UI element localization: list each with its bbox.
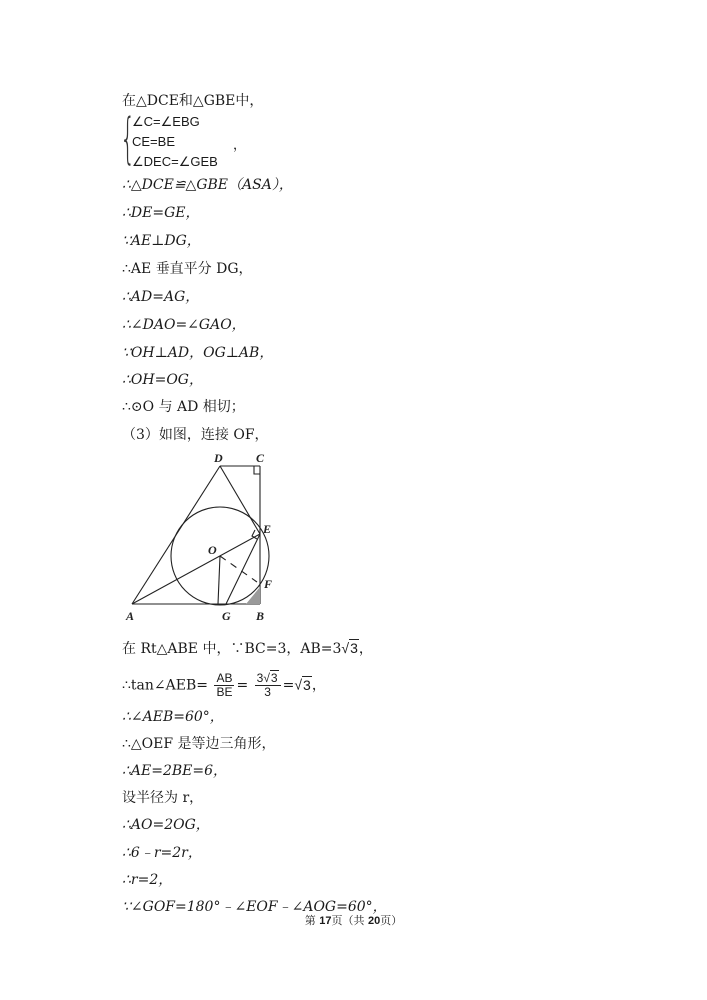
label-a: A: [126, 609, 135, 623]
numerator: [255, 672, 281, 686]
text-line: ∴∠AEB=60°，: [122, 709, 224, 725]
text-line: ∴△DCE≌△GBE（ASA），: [122, 177, 293, 193]
text-line: ∴6﹣r=2r，: [122, 845, 202, 861]
radicand: 3: [270, 671, 278, 685]
denominator: 3: [264, 685, 271, 699]
text-line: ∴⊙O 与 AD 相切；: [122, 399, 245, 415]
system-row: ∠DEC=∠GEB: [132, 154, 218, 169]
text-line: ∴DE=GE，: [122, 205, 200, 221]
text-line: ∴∠DAO=∠GAO，: [122, 317, 246, 333]
fraction-ab-be: [214, 672, 234, 699]
segment-de: [220, 466, 260, 534]
system-row: CE=BE: [132, 134, 175, 149]
denominator: BE: [216, 685, 233, 699]
footer-suffix: 页）: [380, 914, 403, 927]
equation-system: [120, 107, 250, 170]
footer-middle: 页（共: [331, 914, 368, 927]
radicand: 3: [350, 640, 358, 656]
geometry-diagram: [124, 452, 294, 627]
segment-ae: [132, 534, 260, 604]
formula-line: [122, 672, 326, 699]
text-line: ∵∠GOF=180°﹣∠EOF﹣∠AOG=60°，: [122, 899, 387, 915]
label-g: G: [222, 609, 231, 623]
label-e: E: [263, 522, 272, 536]
total-pages: 20: [368, 915, 381, 927]
text-line: ∴OH=OG，: [122, 372, 203, 388]
text-line: ∴△OEF 是等边三角形，: [122, 736, 276, 752]
text-span: ，: [311, 677, 326, 694]
geometry-figure: [124, 452, 294, 631]
label-b: B: [256, 609, 265, 623]
coefficient: 3: [256, 671, 264, 685]
system-row: ∠C=∠EBG: [132, 114, 200, 129]
equals: =: [236, 677, 249, 694]
text-line: ∴AD=AG，: [122, 289, 200, 305]
label-f: F: [264, 577, 273, 591]
segment-og: [218, 556, 220, 604]
footer-prefix: 第: [304, 914, 320, 927]
radicand: 3: [303, 676, 311, 693]
fraction-3root3-3: [255, 672, 281, 699]
label-c: C: [256, 452, 265, 465]
text-span: 在 Rt△ABE 中，∵BC=3，AB=3: [122, 641, 342, 657]
sqrt-expr: √3: [341, 640, 358, 656]
label-o: O: [208, 543, 217, 557]
brace: {: [120, 107, 136, 170]
equals: =: [282, 677, 295, 694]
text-line: （3）如图，连接 OF，: [122, 427, 269, 443]
right-angle-c: [254, 466, 260, 474]
text-line: [122, 639, 373, 658]
text-span: ，: [358, 641, 373, 657]
text-line: ∴r=2，: [122, 872, 173, 888]
text-span: ∴tan∠AEB=: [122, 677, 208, 694]
sqrt-expr: √3: [294, 676, 311, 693]
label-d: D: [214, 452, 223, 465]
text-line: 在△DCE和△GBE中，: [122, 93, 264, 109]
numerator: AB: [216, 671, 233, 685]
text-line: ∵OH⊥AD，OG⊥AB，: [122, 345, 274, 361]
page-footer: [0, 912, 707, 928]
text-line: ∴AO=2OG，: [122, 817, 210, 833]
text-line: 设半径为 r，: [122, 790, 204, 806]
text-line: ∵AE⊥DG，: [122, 233, 201, 249]
text-line: ∴AE 垂直平分 DG，: [122, 261, 253, 277]
text-line: ∴AE=2BE=6，: [122, 763, 228, 779]
system-comma: ，: [233, 138, 247, 153]
page-number: 17: [319, 915, 332, 927]
sqrt-expr: √3: [263, 671, 278, 685]
